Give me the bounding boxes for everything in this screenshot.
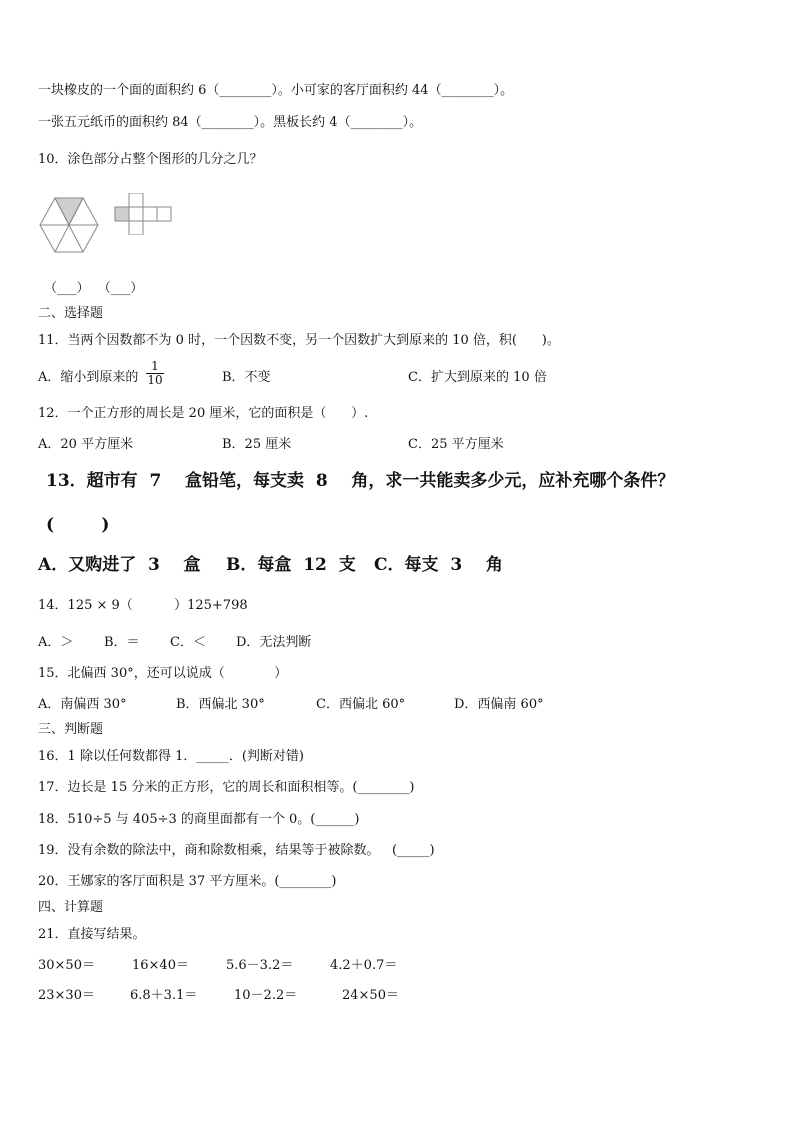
q12-option-b: B．25 厘米	[222, 437, 292, 452]
q14-option-b: B．＝	[104, 635, 140, 650]
calc-item: 6.8＋3.1＝	[130, 988, 198, 1003]
question-15: 15．北偏西 30°，还可以说成（ ）	[38, 666, 288, 681]
question-14: 14．125 × 9（ ）125+798	[38, 598, 248, 613]
calc-item: 23×30＝	[38, 988, 95, 1003]
calc-item: 5.6－3.2＝	[226, 958, 294, 973]
q14-option-d: D．无法判断	[236, 635, 312, 650]
section-calc-title: 四、计算题	[38, 900, 104, 915]
q15-option-d: D．西偏南 60°	[454, 697, 544, 712]
question-17: 17．边长是 15 分米的正方形，它的周长和面积相等。(________)	[38, 780, 415, 795]
calc-item: 10－2.2＝	[234, 988, 298, 1003]
q15-option-a: A．南偏西 30°	[38, 697, 127, 712]
question-13: 13．超市有 7 盒铅笔，每支卖 8 角，求一共能卖多少元，应补充哪个条件？	[46, 471, 675, 491]
question-18: 18．510÷5 与 405÷3 的商里面都有一个 0。(______)	[38, 812, 360, 827]
question-12: 12．一个正方形的周长是 20 厘米，它的面积是（ ）.	[38, 406, 369, 421]
fill-line-2: 一张五元纸币的面积约 84（________）。黑板长约 4（________）。	[38, 115, 423, 130]
question-10-answers: （___） （___）	[44, 281, 144, 296]
cube-net-figure	[114, 193, 174, 235]
q15-option-b: B．西偏北 30°	[176, 697, 265, 712]
q14-option-a: A．＞	[38, 635, 74, 650]
q14-option-c: C．＜	[170, 635, 206, 650]
q15-option-c: C．西偏北 60°	[316, 697, 406, 712]
question-20: 20．王娜家的客厅面积是 37 平方厘米。(________)	[38, 874, 337, 889]
calc-item: 16×40＝	[132, 958, 189, 973]
calc-item: 4.2＋0.7＝	[330, 958, 398, 973]
calc-item: 30×50＝	[38, 958, 95, 973]
question-19: 19．没有余数的除法中，商和除数相乘，结果等于被除数。 (_____)	[38, 843, 435, 858]
section-choice-title: 二、选择题	[38, 306, 104, 321]
question-11: 11．当两个因数都不为 0 时，一个因数不变，另一个因数扩大到原来的 10 倍，积( )。	[38, 333, 560, 348]
fraction-numerator: 1	[146, 360, 164, 374]
q11-option-c: C．扩大到原来的 10 倍	[408, 370, 547, 385]
q11-fraction	[146, 360, 164, 387]
calc-item: 24×50＝	[342, 988, 399, 1003]
hexagon-figure	[38, 196, 100, 254]
question-21: 21．直接写结果。	[38, 927, 146, 942]
q11-option-a: A．缩小到原来的	[38, 370, 139, 385]
section-judge-title: 三、判断题	[38, 722, 104, 737]
question-13-blank: ( )	[46, 515, 110, 535]
fill-line-1: 一块橡皮的一个面的面积约 6（________）。小可家的客厅面积约 44（________）。	[38, 83, 514, 98]
q11-option-b: B．不变	[222, 370, 271, 385]
q12-option-a: A．20 平方厘米	[38, 437, 134, 452]
q13-option-c: C．每支 3 角	[374, 555, 503, 575]
question-10: 10．涂色部分占整个图形的几分之几？	[38, 152, 263, 167]
fraction-denominator: 10	[147, 373, 163, 387]
q13-option-a: A．又购进了 3 盒	[38, 555, 201, 575]
q12-option-c: C．25 平方厘米	[408, 437, 504, 452]
q13-option-b: B．每盒 12 支	[226, 555, 356, 575]
question-16: 16．1 除以任何数都得 1．_____．(判断对错)	[38, 749, 304, 764]
